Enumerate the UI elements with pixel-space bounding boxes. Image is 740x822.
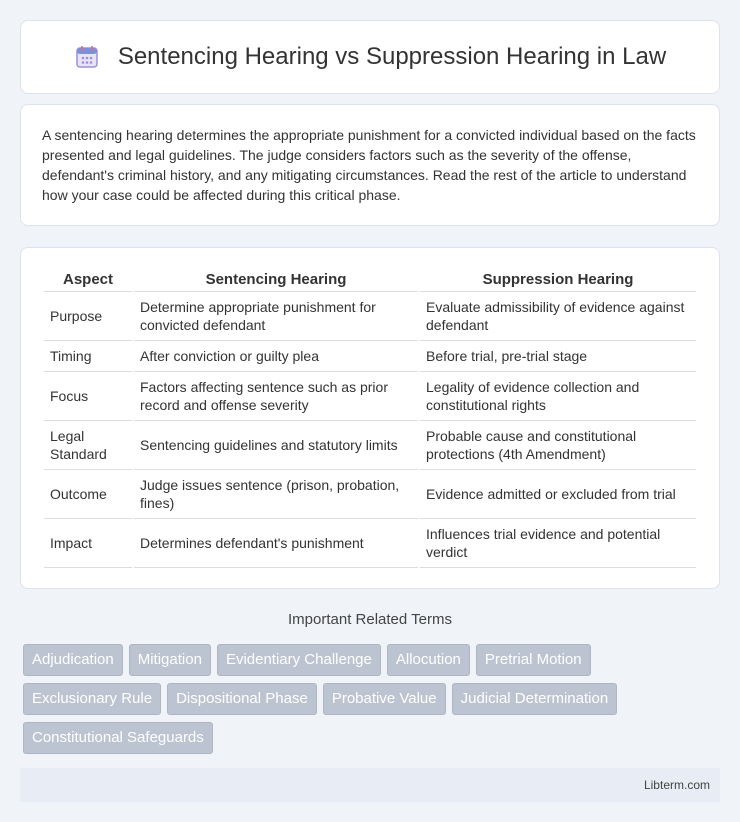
table-cell: Sentencing guidelines and statutory limits bbox=[134, 421, 418, 470]
column-header-suppression: Suppression Hearing bbox=[420, 268, 696, 292]
intro-card bbox=[20, 104, 720, 226]
term-tag[interactable]: Allocution bbox=[387, 644, 470, 676]
footer-brand-link[interactable]: Libterm.com bbox=[643, 778, 710, 792]
comparison-table bbox=[42, 268, 698, 568]
term-tag[interactable]: Judicial Determination bbox=[452, 683, 618, 715]
column-header-aspect: Aspect bbox=[44, 268, 132, 292]
term-tag[interactable]: Mitigation bbox=[129, 644, 211, 676]
page-title: Sentencing Hearing vs Suppression Hearing in Law bbox=[117, 43, 667, 70]
table-cell: Determine appropriate punishment for convicted defendant bbox=[134, 292, 418, 341]
term-tag[interactable]: Probative Value bbox=[323, 683, 446, 715]
table-cell: Outcome bbox=[44, 470, 132, 519]
table-cell: Impact bbox=[44, 519, 132, 568]
term-tag[interactable]: Pretrial Motion bbox=[476, 644, 591, 676]
table-cell: Judge issues sentence (prison, probation, fines) bbox=[134, 470, 418, 519]
table-cell: Probable cause and constitutional protections (4th Amendment) bbox=[420, 421, 696, 470]
term-tag[interactable]: Dispositional Phase bbox=[167, 683, 317, 715]
table-cell: Before trial, pre-trial stage bbox=[420, 341, 696, 372]
term-tag[interactable]: Exclusionary Rule bbox=[23, 683, 161, 715]
table-cell: Evaluate admissibility of evidence against defendant bbox=[420, 292, 696, 341]
table-cell: Purpose bbox=[44, 292, 132, 341]
header-card bbox=[20, 20, 720, 94]
table-cell: Timing bbox=[44, 341, 132, 372]
table-row bbox=[44, 372, 696, 421]
table-cell: Influences trial evidence and potential verdict bbox=[420, 519, 696, 568]
table-row bbox=[44, 519, 696, 568]
comparison-table-card bbox=[20, 247, 720, 589]
related-terms-list bbox=[20, 628, 720, 754]
table-cell: Determines defendant's punishment bbox=[134, 519, 418, 568]
calendar-icon bbox=[74, 44, 100, 70]
table-cell: After conviction or guilty plea bbox=[134, 341, 418, 372]
table-header-row bbox=[44, 268, 696, 292]
term-tag[interactable]: Adjudication bbox=[23, 644, 123, 676]
table-cell: Legality of evidence collection and constitutional rights bbox=[420, 372, 696, 421]
footer bbox=[20, 768, 720, 802]
table-row bbox=[44, 421, 696, 470]
table-row bbox=[44, 341, 696, 372]
term-tag[interactable]: Evidentiary Challenge bbox=[217, 644, 381, 676]
table-cell: Focus bbox=[44, 372, 132, 421]
intro-text: A sentencing hearing determines the appropriate punishment for a convicted individual based on the facts presented and legal guidelines. The judge considers factors such as the severity of the offense, defendant's criminal history, and any mitigating circumstances. Read the rest of the article to understand how your case could be affected during this critical phase. bbox=[42, 127, 696, 203]
table-cell: Evidence admitted or excluded from trial bbox=[420, 470, 696, 519]
table-row bbox=[44, 292, 696, 341]
table-row bbox=[44, 470, 696, 519]
term-tag[interactable]: Constitutional Safeguards bbox=[23, 722, 213, 754]
table-cell: Legal Standard bbox=[44, 421, 132, 470]
related-terms-title: Important Related Terms bbox=[288, 611, 452, 628]
table-cell: Factors affecting sentence such as prior record and offense severity bbox=[134, 372, 418, 421]
column-header-sentencing: Sentencing Hearing bbox=[134, 268, 418, 292]
